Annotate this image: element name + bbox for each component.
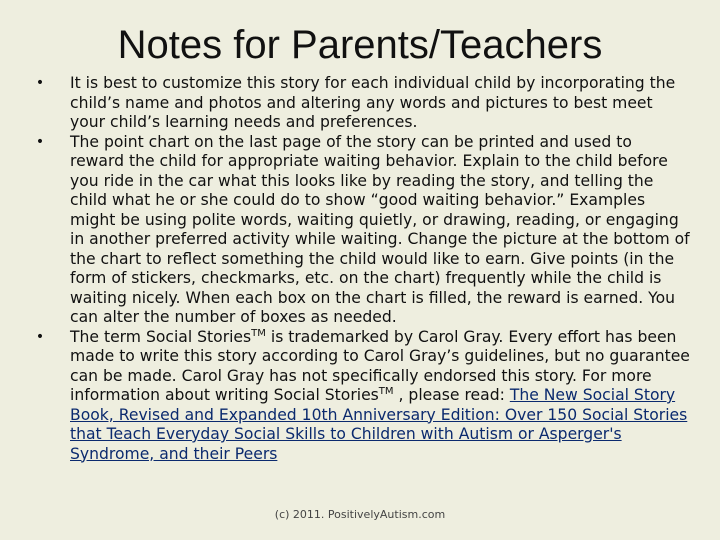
trademark-mark: TM [378,385,394,397]
book-title-link[interactable]: The New Social Story Book, Revised and Expanded 10th Anniversary Edition: Over 150 Social Stories that Teach Everyday Social Skills to Children with Autism or Asperger's Syndrome, and their Peers [70,386,688,463]
list-item [30,328,690,465]
note-text: The point chart on the last page of the story can be printed and used to reward the child for appropriate waiting behavior. Explain to the child before you ride in the car what this looks like by reading the story, and telling the child what he or she could do to show “good waiting behavior.” Examples might be using polite words, waiting quietly, or drawing, reading, or engaging in another preferred activity while waiting. Change the picture at the bottom of the chart to reflect something the child would like to earn. Give points (in the form of stickers, checkmarks, etc. on the chart) frequently while the child is waiting nicely. When each box on the chart is filled, the reward is earned. You can alter the number of boxes as needed. [70,132,690,326]
note-text: It is best to customize this story for each individual child by incorporating the child’s name and photos and altering any words and pictures to best meet your child’s learning needs and preferences. [70,74,676,131]
note-text: The term Social Stories [70,327,252,346]
notes-list [30,74,690,464]
bullet-icon: • [35,75,45,91]
copyright-footer: (c) 2011. PositivelyAutism.com [274,508,446,521]
note-text: is trademarked by Carol Gray. Every effort has been made to write this story according to Carol Gray’s guidelines, but no guarantee can be made. Carol Gray has not specifically endorsed this story. For more information about writing Social Stories [70,327,690,404]
bullet-icon: • [35,133,45,150]
bullet-icon: • [35,328,45,345]
trademark-mark: TM [251,327,266,339]
note-text: , please read: [393,386,505,404]
page-title: Notes for Parents/Teachers [117,23,603,67]
list-item [30,133,690,328]
list-item [30,74,690,133]
